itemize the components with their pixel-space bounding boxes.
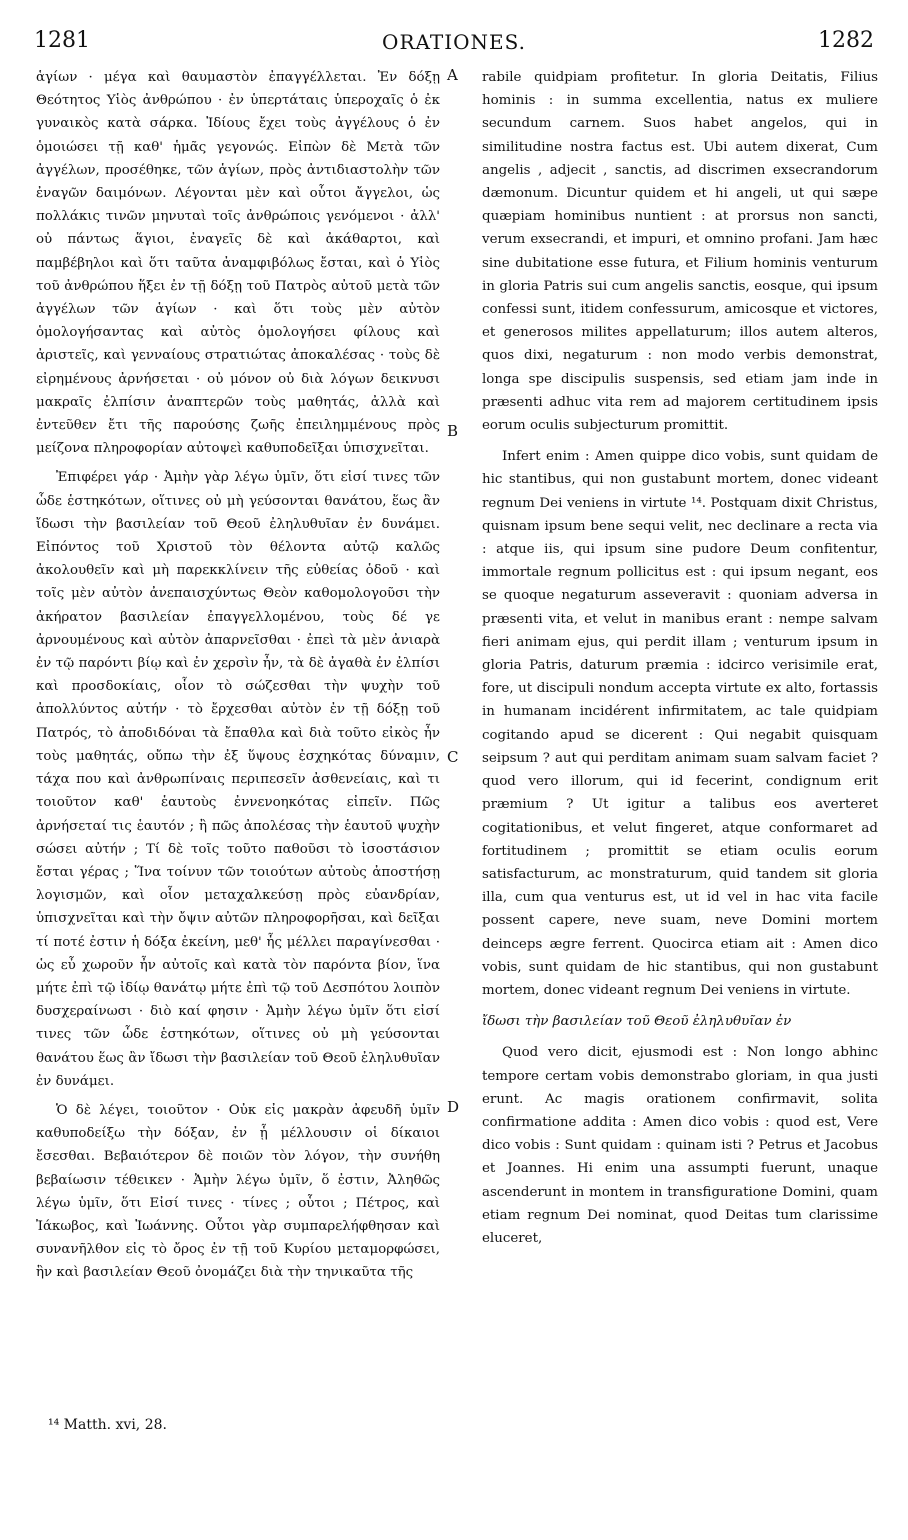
- greek-paragraph-3: Ὁ δὲ λέγει, τοιοῦτον · Οὐκ εἰς μακρὰν ἀφευδῆ ὑμῖν καθυποδείξω τὴν δόξαν, ἐν ᾗ μέλλουσιν οἱ δίκαιοι ἔσεσθαι. Βεβαιότερον δὲ ποιῶν τὸν λόγον, τὴν συνήθη βεβαίωσιν τέθεικεν · Ἀμὴν λέγω ὑμῖν, ὅ ἐστιν, Ἀληθῶς λέγω ὑμῖν, ὅτι Εἰσί τινες · τίνες ; οὗτοι ; Πέτρος, καὶ Ἰάκωβος, καὶ Ἰωάννης. Οὗτοι γὰρ συμπαρελήφθησαν καὶ συνανῆλθον εἰς τὸ ὄρος ἐν τῇ τοῦ Κυρίου μεταμορφώσει, ἣν καὶ βασιλείαν Θεοῦ ὀνομάζει διὰ τὴν τηνικαῦτα τῆς: [36, 1102, 440, 1281]
- footnote: ¹⁴ Matth. xvi, 28.: [48, 1417, 167, 1433]
- running-title: ORATIONES.: [382, 30, 526, 54]
- page-number-right: 1282: [818, 28, 874, 53]
- greek-column: [36, 66, 440, 1285]
- page-number-left: 1281: [34, 28, 90, 53]
- page-header: [30, 28, 878, 62]
- section-marker-b: B: [447, 422, 459, 440]
- latin-column: [482, 66, 878, 1250]
- greek-paragraph-2: Ἐπιφέρει γάρ · Ἀμὴν γὰρ λέγω ὑμῖν, ὅτι εἰσί τινες τῶν ὧδε ἑστηκότων, οἵτινες οὐ μὴ γεύσονται θανάτου, ἕως ἂν ἴδωσι τὴν βασιλείαν τοῦ Θεοῦ ἐληλυθυῖαν ἐν δυνάμει. Εἰπόντος τοῦ Χριστοῦ τὸν θέλοντα αὐτῷ καλῶς ἀκολουθεῖν καὶ μὴ παρεκκλίνειν τῆς εὐθείας ὁδοῦ · καὶ τοῖς μὲν αὐτὸν ἀνεπαισχύντως Θεὸν καθομολογοῦσι τὴν ἀκήρατον βασιλείαν ἐπαγγελλομένου, τοὺς δέ γε ἀρνουμένους καὶ αὐτὸν ἀπαρνεῖσθαι · ἐπεὶ τὰ μὲν ἀνιαρὰ ἐν τῷ παρόντι βίῳ καὶ ἐν χερσὶν ἦν, τὰ δὲ ἀγαθὰ ἐν ἐλπίσι καὶ προσδοκίαις, οἷον τὸ σώζεσθαι τὴν ψυχὴν τοῦ ἀπολλύντος αὐτήν · τὸ ἔρχεσθαι αὐτὸν ἐν τῇ δόξῃ τοῦ Πατρός, τὸ ἀποδιδόναι τὰ ἔπαθλα καὶ διὰ τοῦτο εἰκὸς ἦν τοὺς μαθητάς, οὔπω τὴν ἐξ ὕψους ἐσχηκότας δύναμιν, τάχα που καὶ ἀνθρωπίναις περιπεσεῖν ἀσθενείαις, καὶ τι τοιοῦτον καθ' ἑαυτοὺς ἐννενοηκότας εἰπεῖν. Πῶς ἀρνήσεταί τις ἑαυτόν ; ἢ πῶς ἀπολέσας τὴν ἑαυτοῦ ψυχὴν σώσει αὐτήν ; Τί δὲ τοῖς τοῦτο παθοῦσι τὸ ἰσοστάσιον ἔσται γέρας ; Ἵνα τοίνυν τῶν τοιούτων αὐτοὺς ἀποστήσῃ λογισμῶν, καὶ οἷον μεταχαλκεύσῃ πρὸς εὐανδρίαν, ὑπισχνεῖται καὶ τὴν ὄψιν αὐτῶν πληροφορῆσαι, καὶ δεῖξαι τί ποτέ ἐστιν ἡ δόξα ἐκείνη, μεθ' ἧς μέλλει παραγίνεσθαι · ὡς εὖ χωροῦν ἦν αὐτοῖς καὶ κατὰ τὸν παρόντα βίον, ἵνα μήτε ἐπὶ τῷ ἰδίῳ θανάτῳ μήτε ἐπὶ τῷ τοῦ Δεσπότου λοιπὸν δυσχεραίνωσι · διὸ καί φησιν · Ἀμὴν λέγω ὑμῖν ὅτι εἰσί τινες τῶν ὧδε ἑστηκότων, οἵτινες οὐ μὴ γεύσονται θανάτου ἕως ἂν ἴδωσι τὴν βασιλείαν τοῦ Θεοῦ ἐληλυθυῖαν ἐν δυνάμει.: [36, 470, 440, 1089]
- section-marker-c: C: [447, 748, 459, 766]
- greek-paragraph-1: ἁγίων · μέγα καὶ θαυμαστὸν ἐπαγγέλλεται. Ἐν δόξῃ Θεότητος Υἱὸς ἀνθρώπου · ἐν ὑπερτάταις ὑπεροχαῖς ὁ ἐκ γυναικὸς κατὰ σάρκα. Ἰδίους ἔχει τοὺς ἀγγέλους ὁ ἐν ὁμοιώσει τῇ καθ' ἡμᾶς γεγονώς. Εἰπὼν δὲ Μετὰ τῶν ἀγγέλων, προσέθηκε, τῶν ἁγίων, πρὸς ἀντιδιαστολὴν τῶν ἐναγῶν δαιμόνων. Λέγονται μὲν καὶ οὗτοι ἄγγελοι, ὡς πολλάκις τινῶν μηνυταὶ τοῖς ἀνθρώποις γενόμενοι · ἀλλ' οὐ πάντως ἅγιοι, ἐναγεῖς δὲ καὶ ἀκάθαρτοι, καὶ παμβέβηλοι καὶ ὅτι ταῦτα ἀναμφιβόλως ἔσται, καὶ ὁ Υἱὸς τοῦ ἀνθρώπου ἥξει ἐν τῇ δόξῃ τοῦ Πατρὸς αὐτοῦ μετὰ τῶν ἀγγέλων τῶν ἁγίων · καὶ ὅτι τοὺς μὲν αὐτὸν ὁμολογήσαντας καὶ αὐτὸς ὁμολογήσει φίλους καὶ ἀριστεῖς, καὶ γενναίους στρατιώτας ἀποκαλέσας · τοὺς δὲ εἰρημένους ἀρνήσεται · οὐ μόνον οὐ διὰ λόγων δεικνυσι μακραῖς ἐλπίσιν ἀναπτερῶν τοὺς μαθητάς, ἀλλὰ καὶ ἐντεῦθεν ἔτι τῆς παρούσης ζωῆς ἐπειλημμένους πρὸς μείζονα πληροφορίαν αὐτοψεὶ καθυποδεῖξαι ὑπισχνεῖται.: [36, 70, 440, 457]
- section-marker-a: A: [447, 66, 458, 84]
- section-marker-d: D: [447, 1098, 460, 1116]
- latin-paragraph-3: Quod vero dicit, ejusmodi est : Non longo abhinc tempore certam vobis demonstrabo gloriam, in qua justi erunt. Ac magis orationem confirmavit, solita confirmatione addita : Amen dico vobis : quod est, Vere dico vobis : Sunt quidam : quinam isti ? Petrus et Jacobus et Joannes. Hi enim una assumpti fuerunt, unaque ascenderunt in montem in transfiguratione Domini, quam etiam regnum Dei nominat, quod Deitas tum clarissime eluceret,: [482, 1045, 878, 1246]
- latin-paragraph-1: rabile quidpiam profitetur. In gloria Deitatis, Filius hominis : in summa excellentia, natus ex muliere secundum carnem. Suos habet angelos, qui in similitudine nostra factus est. Ubi autem dixerat, Cum angelis , adjecit , sanctis, ad discrimen exsecrandorum dæmonum. Dicuntur quidem et hi angeli, ut qui sæpe quæpiam hominibus nuntient : at prorsus non sancti, verum exsecrandi, et impuri, et omnino profani. Jam hæc sine dubitatione esse futura, et Filium hominis venturum in gloria Patris sui cum angelis sanctis, eosque, qui ipsum confessi sunt, itidem confessurum, amicosque et victores, et generosos milites appellaturum; illos autem alteros, quos dixi, negaturum : non modo verbis demonstrat, longa spe discipulis suspensis, sed etiam jam inde in præsenti adhuc vita rem ad majorem certitudinem ipsis eorum oculis subjecturum promittit.: [482, 70, 878, 434]
- latin-greek-quote: ἴδωσι τὴν βασιλείαν τοῦ Θεοῦ ἐληλυθυῖαν ἐν: [482, 1014, 792, 1030]
- latin-paragraph-2: Infert enim : Amen quippe dico vobis, sunt quidam de hic stantibus, qui non gustabunt mortem, donec videant regnum Dei veniens in virtute ¹⁴. Postquam dixit Christus, quisnam ipsum bene sequi velit, nec declinare a recta via : atque iis, qui ipsum sine pudore Deum confitentur, immortale regnum pollicitus est : qui ipsum negant, eos se quoque negaturum asseveravit : quoniam adversa in præsenti vita, et velut in manibus erant : nempe salvam fieri animam ejus, qui perdit illam ; venturum ipsum in gloria Patris, daturum præmia : idcirco verisimile erat, fore, ut discipuli nondum accepta virtute ex alto, fortassis in humanam incidérent infirmitatem, ac tale quidpiam cogitando apud se dicerent : Qui negabit quisquam seipsum ? aut qui perditam animam suam salvam faciet ? quod vero illorum, qui id fecerint, condignum erit præmium ? Ut igitur a talibus eos averteret cogitationibus, et velut fingeret, atque conformaret ad fortitudinem ; promittit se etiam oculis eorum satisfacturum, ac monstraturum, quid tandem sit gloria illa, cum qua venturus est, ut id vel in hac vita facile possent capere, neve suam, neve Domini mortem deinceps ægre ferrent. Quocirca etiam ait : Amen dico vobis, sunt quidam de hic stantibus, qui non gustabunt mortem, donec videant regnum Dei veniens in virtute.: [482, 449, 878, 998]
